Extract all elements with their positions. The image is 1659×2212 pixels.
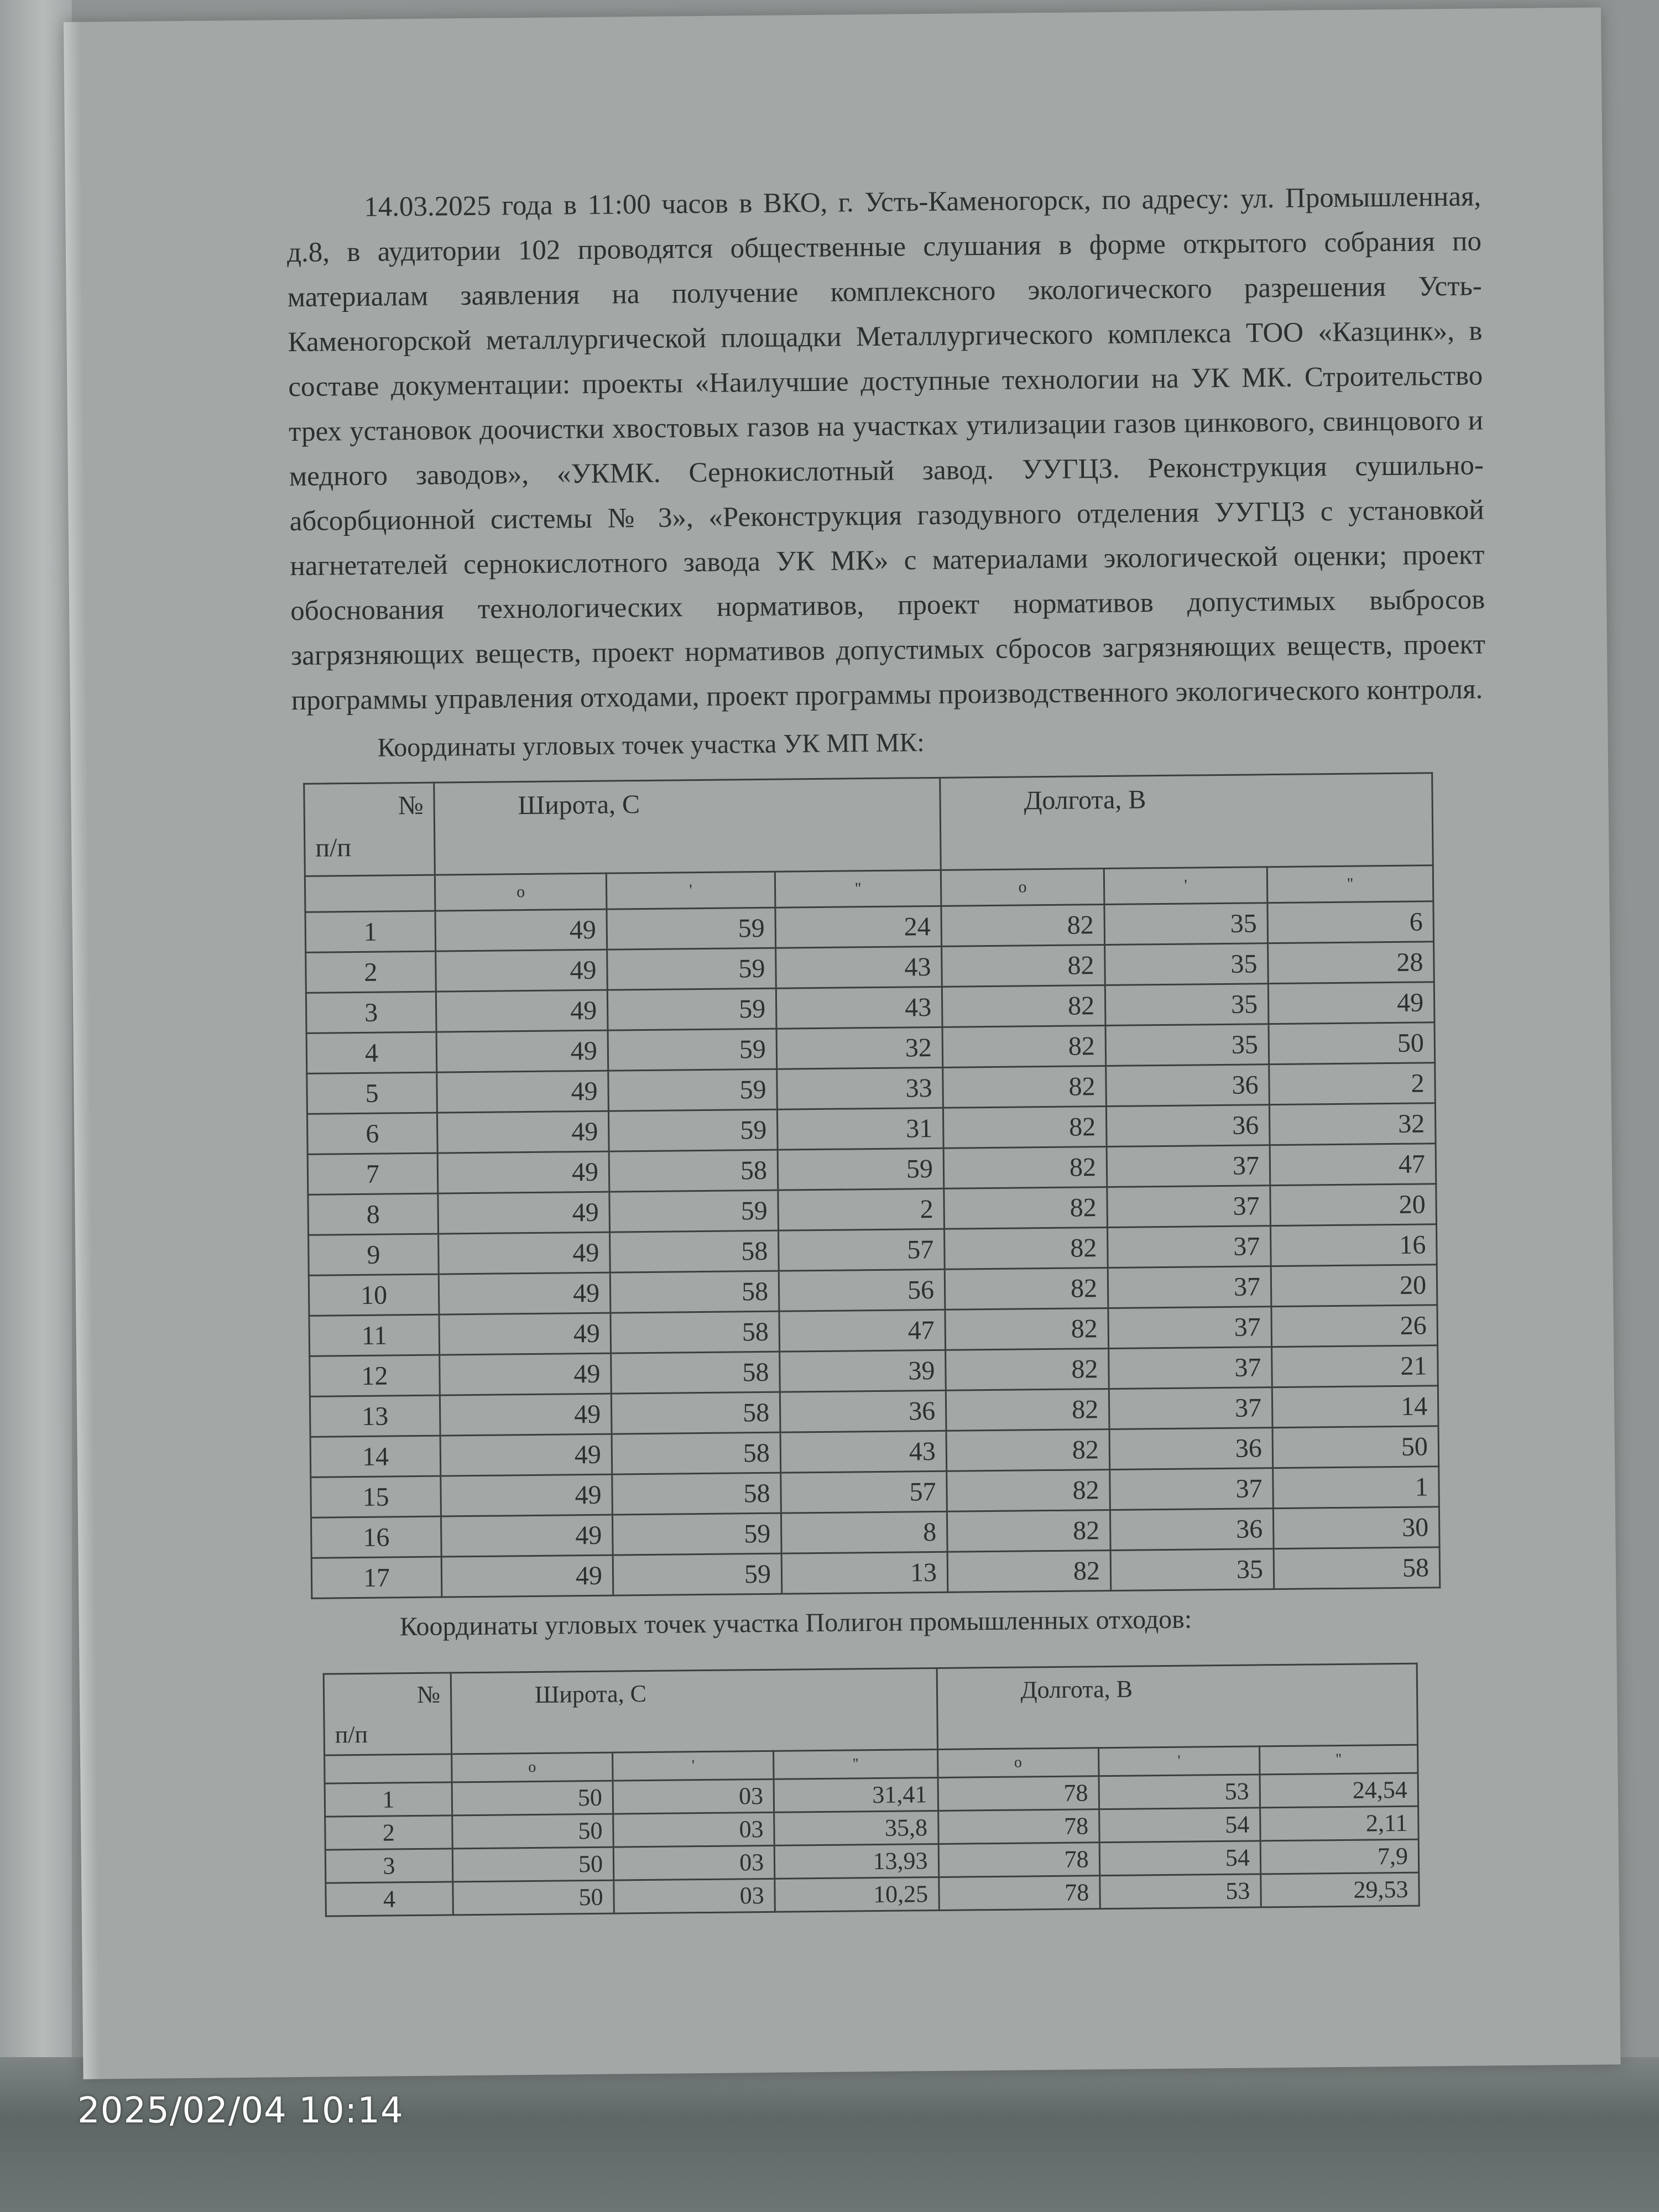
lon-minutes-cell: 36 [1109, 1428, 1273, 1470]
point-number-cell: 7 [307, 1153, 438, 1194]
lat-minutes-cell: 59 [607, 948, 776, 990]
unit-seconds: '' [775, 870, 941, 907]
lat-minutes-cell: 58 [612, 1473, 781, 1515]
lon-seconds-cell: 2 [1269, 1063, 1436, 1105]
lat-seconds-cell: 13 [781, 1552, 948, 1594]
header-number: № [416, 1681, 441, 1709]
lat-seconds-cell: 13,93 [774, 1844, 938, 1879]
point-number-cell: 2 [325, 1815, 452, 1850]
header-longitude: Долгота, В [937, 1663, 1418, 1749]
lon-degrees-cell: 82 [945, 1267, 1108, 1310]
lat-degrees-cell: 50 [452, 1814, 614, 1849]
lon-minutes-cell: 37 [1108, 1226, 1271, 1268]
coordinates-table-landfill [323, 1663, 1420, 1917]
unit-blank [325, 1754, 452, 1783]
lon-seconds-cell: 28 [1268, 942, 1434, 984]
lon-degrees-cell: 78 [938, 1843, 1100, 1877]
header-pp: п/п [315, 833, 352, 863]
lat-seconds-cell: 39 [780, 1350, 946, 1392]
point-number-cell: 6 [307, 1113, 437, 1154]
table1-caption: Координаты угловых точек участка УК МП МК: [377, 728, 925, 763]
lon-minutes-cell: 37 [1108, 1307, 1272, 1349]
header-latitude: Широта, С [451, 1668, 937, 1754]
lon-degrees-cell: 82 [947, 1469, 1110, 1511]
lon-seconds-cell: 20 [1270, 1184, 1437, 1226]
lat-minutes-cell: 59 [608, 1029, 777, 1071]
point-number-cell: 2 [306, 951, 436, 993]
lon-degrees-cell: 82 [942, 1025, 1106, 1067]
point-number-cell: 14 [310, 1436, 441, 1477]
lat-minutes-cell: 59 [608, 1109, 778, 1151]
lat-seconds-cell: 43 [780, 1431, 947, 1473]
lat-seconds-cell: 2 [778, 1188, 945, 1230]
lat-degrees-cell: 50 [452, 1781, 613, 1815]
lon-minutes-cell: 37 [1110, 1468, 1274, 1510]
lat-seconds-cell: 24 [775, 906, 942, 948]
lon-degrees-cell: 82 [946, 1348, 1109, 1390]
lon-minutes-cell: 37 [1109, 1387, 1272, 1430]
lat-seconds-cell: 43 [776, 946, 942, 988]
unit-minutes: ' [613, 1751, 774, 1781]
lon-seconds-cell: 50 [1272, 1426, 1439, 1468]
lat-seconds-cell: 43 [776, 987, 942, 1029]
table-header-row [324, 1663, 1417, 1755]
lon-degrees-cell: 82 [943, 1066, 1107, 1108]
lon-seconds-cell: 16 [1270, 1224, 1437, 1266]
notice-sheet [64, 7, 1621, 2079]
point-number-cell: 4 [306, 1032, 437, 1073]
lat-minutes-cell: 03 [613, 1845, 775, 1880]
lon-degrees-cell: 78 [938, 1776, 1099, 1811]
point-number-cell: 17 [311, 1557, 442, 1598]
lon-degrees-cell: 82 [945, 1308, 1109, 1350]
lat-degrees-cell: 49 [441, 1555, 613, 1597]
point-number-cell: 12 [310, 1355, 440, 1396]
lon-degrees-cell: 82 [943, 1146, 1107, 1188]
lat-seconds-cell: 57 [779, 1229, 945, 1271]
lon-seconds-cell: 6 [1267, 901, 1434, 943]
lon-seconds-cell: 26 [1271, 1305, 1438, 1347]
unit-minutes: ' [606, 872, 775, 909]
lon-seconds-cell: 32 [1269, 1103, 1436, 1145]
background-floor [0, 2057, 1659, 2212]
lon-seconds-cell: 21 [1272, 1345, 1438, 1387]
lon-degrees-cell: 82 [942, 985, 1105, 1027]
lat-seconds-cell: 56 [779, 1269, 945, 1311]
unit-degrees: о [937, 1748, 1099, 1778]
point-number-cell: 1 [305, 911, 436, 952]
lat-minutes-cell: 03 [613, 1779, 774, 1814]
point-number-cell: 10 [309, 1274, 439, 1316]
lat-minutes-cell: 58 [611, 1352, 780, 1394]
lon-degrees-cell: 78 [938, 1809, 1099, 1844]
lat-degrees-cell: 49 [436, 950, 608, 992]
lon-minutes-cell: 53 [1099, 1874, 1261, 1909]
lat-minutes-cell: 58 [610, 1230, 779, 1272]
notice-paragraph: 14.03.2025 года в 11:00 часов в ВКО, г. Усть-Каменогорск, по адресу: ул. Промышленная, д.8, в аудитории 102 проводятся общественные слушания в форме открытого собрания по материалам заявления на получение комплексного экологического разрешения Усть-Каменогорской металлургической площадки Металлургического комплекса ТОО «Казцинк», в составе документации: проекты «Наилучшие доступные технологии на УК МК. Строительство трех установок доочистки хвостовых газов на участках утилизации газов цинкового, свинцового и медного заводов», «УКМК. Сернокислотный завод. УУГЦЗ. Реконструкция сушильно-абсорбционной системы № 3», «Реконструкция газодувного отделения УУГЦЗ с установкой нагнетателей сернокислотного завода УК МК» с материалами экологической оценки; проект обоснования технологических нормативов, проект нормативов допустимых выбросов загрязняющих веществ, проект нормативов допустимых сбросов загрязняющих веществ, проект программы управления отходами, проект программы производственного экологического контроля. [286, 181, 1486, 717]
header-number: № [398, 790, 424, 821]
header-longitude: Долгота, В [940, 773, 1433, 870]
point-number-cell: 1 [325, 1782, 452, 1817]
lat-seconds-cell: 10,25 [775, 1877, 939, 1912]
lat-degrees-cell: 49 [438, 1192, 610, 1234]
lon-seconds-cell: 20 [1271, 1265, 1437, 1307]
unit-minutes: ' [1104, 867, 1267, 905]
lon-seconds-cell: 30 [1273, 1507, 1439, 1549]
unit-degrees: о [451, 1752, 613, 1782]
header-number-cell [304, 782, 435, 876]
lon-minutes-cell: 36 [1110, 1509, 1274, 1551]
lon-minutes-cell: 37 [1108, 1266, 1271, 1308]
lat-seconds-cell: 33 [777, 1067, 943, 1109]
lon-minutes-cell: 35 [1110, 1549, 1274, 1591]
lon-seconds-cell: 14 [1272, 1386, 1438, 1428]
lon-minutes-cell: 37 [1107, 1145, 1270, 1187]
lat-degrees-cell: 50 [452, 1847, 614, 1882]
unit-seconds: '' [1259, 1745, 1418, 1775]
lon-degrees-cell: 82 [944, 1187, 1108, 1229]
lat-seconds-cell: 31 [777, 1108, 943, 1150]
table-header-row [304, 773, 1433, 877]
lat-minutes-cell: 58 [611, 1392, 780, 1434]
lat-minutes-cell: 59 [612, 1513, 781, 1555]
lon-minutes-cell: 36 [1106, 1105, 1270, 1147]
point-number-cell: 15 [311, 1476, 441, 1517]
point-number-cell: 3 [325, 1849, 452, 1883]
point-number-cell: 3 [306, 992, 436, 1033]
lon-minutes-cell: 35 [1104, 903, 1268, 945]
lon-minutes-cell: 37 [1107, 1186, 1271, 1228]
lon-seconds-cell: 50 [1269, 1022, 1435, 1065]
lon-seconds-cell: 24,54 [1260, 1773, 1418, 1808]
lon-degrees-cell: 82 [946, 1429, 1110, 1471]
lat-degrees-cell: 49 [436, 1030, 608, 1072]
lon-minutes-cell: 54 [1099, 1841, 1261, 1876]
lat-seconds-cell: 57 [781, 1471, 947, 1513]
lat-degrees-cell: 49 [440, 1394, 612, 1436]
lon-degrees-cell: 82 [941, 905, 1105, 947]
lat-seconds-cell: 32 [776, 1027, 943, 1069]
lon-minutes-cell: 35 [1105, 984, 1269, 1026]
table2-caption: Координаты угловых точек участка Полигон промышленных отходов: [399, 1604, 1192, 1642]
point-number-cell: 16 [311, 1516, 441, 1558]
lat-seconds-cell: 36 [780, 1390, 946, 1432]
lat-degrees-cell: 49 [439, 1313, 611, 1355]
lon-seconds-cell: 29,53 [1261, 1872, 1420, 1907]
lon-degrees-cell: 78 [938, 1876, 1100, 1911]
lat-degrees-cell: 49 [441, 1474, 613, 1516]
point-number-cell: 8 [308, 1193, 439, 1235]
lat-seconds-cell: 47 [779, 1310, 946, 1352]
lon-minutes-cell: 36 [1106, 1065, 1270, 1107]
lat-degrees-cell: 49 [435, 909, 607, 951]
lon-degrees-cell: 82 [947, 1550, 1111, 1592]
lon-minutes-cell: 35 [1105, 1024, 1269, 1066]
unit-degrees: о [941, 869, 1104, 906]
unit-blank [305, 875, 435, 912]
lat-degrees-cell: 50 [453, 1880, 614, 1915]
lat-degrees-cell: 49 [440, 1353, 612, 1395]
lon-seconds-cell: 49 [1268, 982, 1434, 1024]
unit-seconds: '' [1267, 865, 1433, 903]
lon-degrees-cell: 82 [942, 945, 1105, 987]
lat-minutes-cell: 03 [613, 1812, 775, 1847]
unit-minutes: ' [1098, 1746, 1260, 1776]
lat-seconds-cell: 31,41 [774, 1777, 938, 1812]
lat-seconds-cell: 35,8 [774, 1811, 938, 1845]
lon-seconds-cell: 2,11 [1260, 1806, 1418, 1841]
lat-degrees-cell: 49 [439, 1232, 611, 1274]
lon-seconds-cell: 1 [1273, 1467, 1439, 1509]
unit-degrees: о [435, 873, 607, 911]
lon-minutes-cell: 37 [1109, 1347, 1272, 1389]
point-number-cell: 4 [326, 1882, 453, 1916]
unit-seconds: '' [774, 1749, 938, 1779]
lat-minutes-cell: 58 [610, 1271, 779, 1313]
lat-minutes-cell: 59 [609, 1190, 779, 1232]
lon-minutes-cell: 35 [1105, 943, 1269, 985]
lon-seconds-cell: 7,9 [1260, 1839, 1419, 1874]
coordinates-table-ukmpmk [303, 772, 1441, 1599]
header-latitude: Широта, С [434, 778, 941, 875]
lon-minutes-cell: 53 [1099, 1775, 1260, 1809]
lat-degrees-cell: 49 [436, 990, 608, 1032]
lat-degrees-cell: 49 [441, 1515, 613, 1557]
lon-degrees-cell: 82 [943, 1106, 1107, 1148]
lon-degrees-cell: 82 [945, 1227, 1108, 1269]
point-number-cell: 11 [309, 1314, 440, 1356]
lat-degrees-cell: 49 [437, 1151, 609, 1193]
header-number-cell [324, 1673, 451, 1755]
lon-degrees-cell: 82 [947, 1510, 1110, 1552]
point-number-cell: 9 [309, 1234, 439, 1275]
lat-degrees-cell: 49 [439, 1272, 611, 1314]
lon-seconds-cell: 47 [1270, 1144, 1436, 1186]
lat-minutes-cell: 59 [607, 988, 776, 1030]
lat-minutes-cell: 59 [608, 1069, 778, 1111]
lat-degrees-cell: 49 [437, 1071, 609, 1113]
photo-timestamp: 2025/02/04 10:14 [77, 2090, 404, 2131]
lat-minutes-cell: 58 [609, 1150, 778, 1192]
lat-minutes-cell: 03 [614, 1879, 775, 1913]
lon-minutes-cell: 54 [1099, 1808, 1260, 1843]
point-number-cell: 5 [307, 1072, 437, 1114]
lat-degrees-cell: 49 [437, 1111, 609, 1153]
lat-seconds-cell: 8 [781, 1511, 947, 1553]
lat-minutes-cell: 59 [607, 907, 776, 950]
lat-minutes-cell: 58 [611, 1311, 780, 1353]
lon-degrees-cell: 82 [946, 1389, 1109, 1431]
lat-seconds-cell: 59 [778, 1148, 944, 1190]
lat-minutes-cell: 59 [613, 1553, 782, 1595]
background-left [0, 0, 72, 2212]
point-number-cell: 13 [310, 1395, 440, 1437]
lat-minutes-cell: 58 [612, 1432, 781, 1474]
lon-seconds-cell: 58 [1274, 1547, 1440, 1589]
header-pp: п/п [335, 1720, 368, 1749]
lat-degrees-cell: 49 [440, 1434, 612, 1476]
